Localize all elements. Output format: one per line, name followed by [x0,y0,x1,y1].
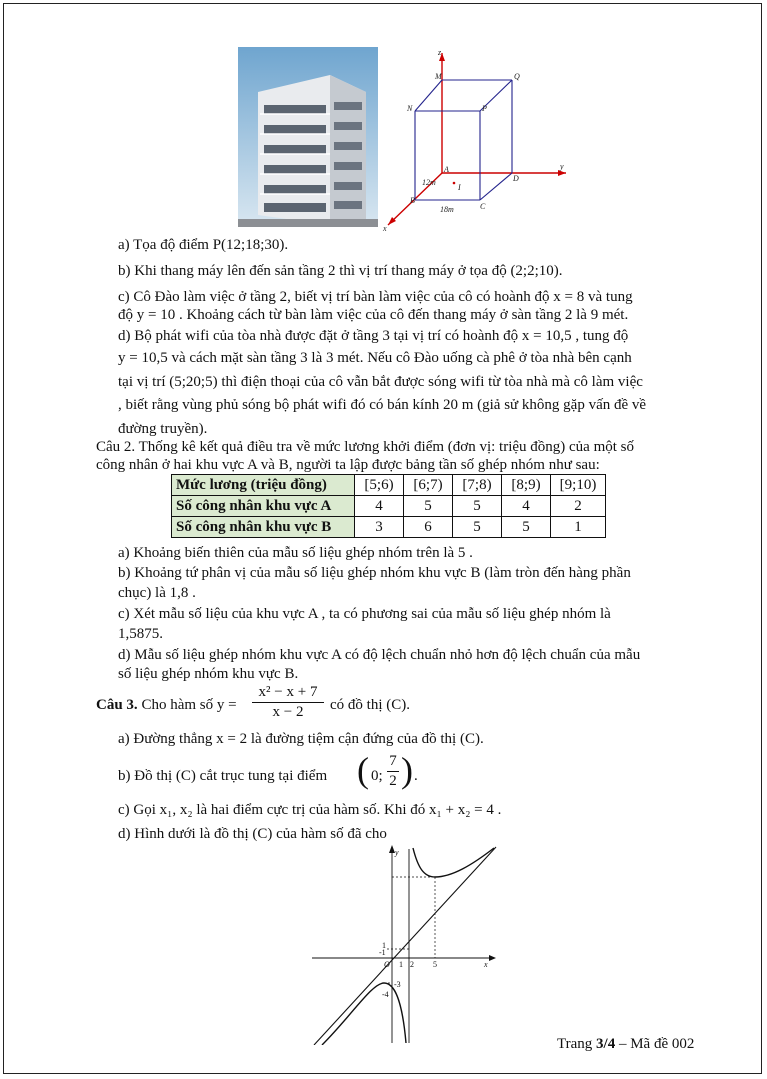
q3-label: Câu 3. [96,697,138,713]
label-P: P [482,104,487,113]
label-x: x [383,224,387,233]
label-B: B [410,196,415,205]
q1-item-d-line4: , biết rằng vùng phủ sóng bộ phát wifi đó có bán kính 20 m (giả sử không gặp vấn đề về [118,397,647,413]
q2-item-c-line1: c) Xét mẫu số liệu của khu vực A , ta có phương sai của mẫu số liệu ghép nhóm là [118,606,611,622]
table-header-label: Mức lương (triệu đồng) [172,475,355,496]
q2-statement-line1: Câu 2. Thống kê kết quả điều tra về mức lương khởi điểm (đơn vị: triệu đồng) của một số [96,439,635,455]
graph-label-x1: 1 [399,960,403,969]
q3-item-d: d) Hình dưới là đồ thị (C) của hàm số đã cho [118,826,387,842]
box-3d-figure [380,45,580,235]
table-group: [9;10) [551,475,606,496]
table-cell: 6 [404,517,453,538]
q1-item-c-line2: độ y = 10 . Khoảng cách từ bàn làm việc của cô đến thang máy ở sàn tầng 2 là 9 mét. [118,307,629,323]
q1-item-d-line1: d) Bộ phát wifi của tòa nhà được đặt ở tầng 3 tại vị trí có hoành độ x = 10,5 , tung độ [118,328,629,344]
q1-item-d-line5: đường truyền). [118,421,208,437]
table-row-a-label: Số công nhân khu vực A [172,496,355,517]
graph-label-neg1: -1 [379,948,386,957]
q3-fraction [252,683,324,722]
table-group: [6;7) [404,475,453,496]
table-cell: 2 [551,496,606,517]
label-y: y [560,162,564,171]
graph-label-x5: 5 [433,960,437,969]
label-Q: Q [514,72,520,81]
q1-item-d-line2: y = 10,5 và cách mặt sàn tầng 3 là 3 mét. Nếu cô Đào uống cà phê ở tòa nhà bên cạnh [118,350,632,366]
function-graph [312,843,502,1045]
q3-item-c: c) Gọi x₁, x₂ là hai điểm cực trị của hàm số. Khi đó x₁ + x₂ = 4 . [118,802,502,818]
table-cell: 5 [502,517,551,538]
table-cell: 4 [502,496,551,517]
table-cell: 5 [453,496,502,517]
q3-intro-tail: có đồ thị (C). [330,697,410,713]
table-cell: 5 [453,517,502,538]
q1-item-b: b) Khi thang máy lên đến sản tầng 2 thì vị trí thang máy ở tọa độ (2;2;10). [118,263,563,279]
table-group: [5;6) [355,475,404,496]
label-D: D [513,174,519,183]
label-z: z [438,48,442,57]
graph-label-1: 1 [382,941,386,950]
q3-item-b: b) Đồ thị (C) cắt trục tung tại điểm [118,768,328,784]
graph-label-neg4: -4 [382,990,389,999]
q3-fraction-denominator: x − 2 [272,704,304,720]
q3-intro [96,696,237,715]
page-footer: Trang 3/4 – Mã đề 002 [557,1036,695,1052]
label-I: I [458,183,461,192]
q2-item-d-line2: số liệu ghép nhóm khu vực B. [118,666,299,682]
table-group: [8;9) [502,475,551,496]
q3-intro-text: Cho hàm số y = [141,697,237,713]
frequency-table [171,474,606,538]
graph-label-x2: 2 [410,960,414,969]
label-N: N [407,104,413,113]
q2-item-b-line1: b) Khoảng tứ phân vị của mẫu số liệu ghép nhóm khu vực B (làm tròn đến hàng phần [118,565,631,581]
q3-item-a: a) Đường thẳng x = 2 là đường tiệm cận đứng của đồ thị (C). [118,731,484,747]
q2-statement-line2: công nhân ở hai khu vực A và B, người ta lập được bảng tần số ghép nhóm như sau: [96,457,600,473]
label-M: M [435,72,442,81]
q1-item-a: a) Tọa độ điểm P(12;18;30). [118,237,289,253]
q2-item-c-line2: 1,5875. [118,626,163,642]
q1-item-d-line3: tại vị trí (5;20;5) thì điện thoại của cô vẫn bắt được sóng wifi từ tòa nhà mà cô làm việc [118,374,643,390]
q2-item-a: a) Khoảng biến thiên của mẫu số liệu ghép nhóm trên là 5 . [118,545,473,561]
building-image [238,47,378,227]
graph-label-x: x [484,960,488,969]
table-cell: 5 [404,496,453,517]
page-number: 3/4 [596,1036,616,1052]
label-12m: 12m [422,178,436,187]
q3-fraction-numerator: x² − x + 7 [252,683,324,703]
label-18m: 18m [440,205,454,214]
table-group: [7;8) [453,475,502,496]
label-C: C [480,202,486,211]
table-cell: 3 [355,517,404,538]
table-row-b-label: Số công nhân khu vực B [172,517,355,538]
table-cell: 4 [355,496,404,517]
table-cell: 1 [551,517,606,538]
graph-label-neg3: -3 [394,980,401,989]
graph-label-O: O [384,960,390,969]
label-A: A [444,165,449,174]
graph-label-y: y [395,848,399,857]
q2-item-b-line2: chục) là 1,8 . [118,585,196,601]
q1-item-c-line1: c) Cô Đào làm việc ở tầng 2, biết vị trí bàn làm việc của cô có hoành độ x = 8 và tung [118,289,633,305]
q2-item-d-line1: d) Mẫu số liệu ghép nhóm khu vực A có độ lệch chuẩn nhỏ hơn độ lệch chuẩn của mẫu [118,647,641,663]
